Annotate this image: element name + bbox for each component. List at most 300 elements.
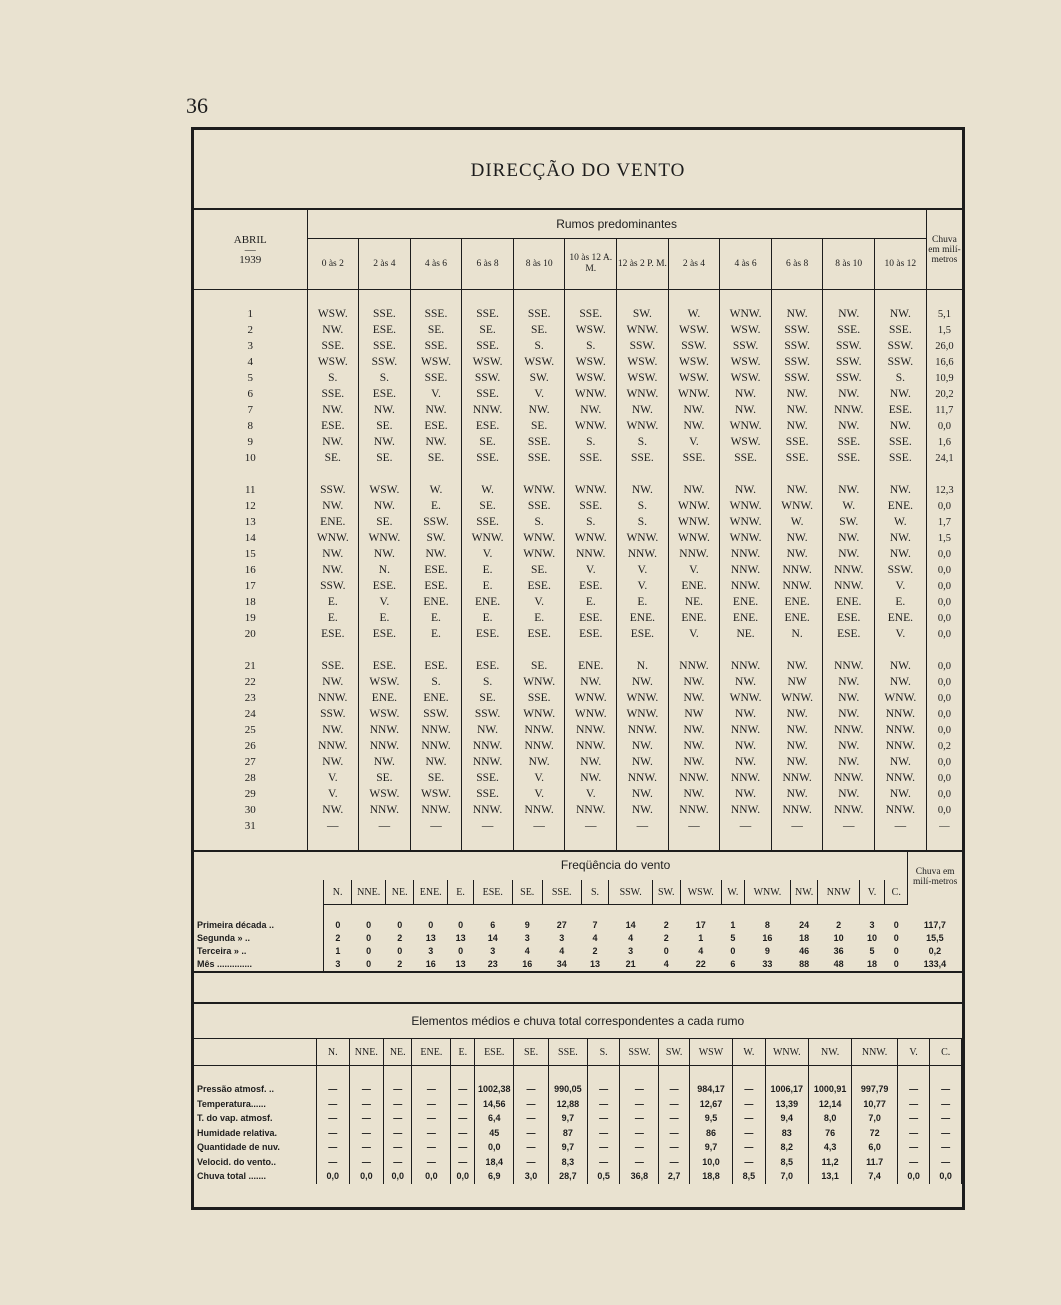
wind-direction-cell: NW. <box>875 482 927 498</box>
wind-direction-cell: WNW. <box>771 498 823 514</box>
wind-direction-cell: SSE. <box>410 370 462 386</box>
wind-direction-cell: NNW. <box>875 802 927 818</box>
spacer <box>307 290 359 307</box>
wind-direction-cell: ESE. <box>462 658 514 674</box>
wind-direction-cell: NNW. <box>720 578 772 594</box>
wind-direction-cell: NNW. <box>720 802 772 818</box>
wind-direction-cell: E. <box>359 610 411 626</box>
wind-direction-cell: NW. <box>668 674 720 690</box>
frequencia-label-header <box>194 880 324 905</box>
wind-direction-cell: NW. <box>771 482 823 498</box>
frequencia-direction-header: W. <box>721 880 744 905</box>
wind-direction-cell: NW. <box>617 674 669 690</box>
wind-direction-cell: NW. <box>307 498 359 514</box>
spacer <box>565 642 617 658</box>
wind-direction-cell: NW. <box>513 754 565 770</box>
day-number: 15 <box>194 546 307 562</box>
day-row <box>194 530 962 546</box>
frequencia-value: 3 <box>524 933 530 943</box>
wind-direction-cell: W. <box>410 482 462 498</box>
wind-direction-cell: NNW. <box>617 722 669 738</box>
wind-direction-cell: V. <box>513 386 565 402</box>
wind-direction-cell: SSE. <box>875 450 927 466</box>
elementos-value: 997,79 <box>852 1082 898 1097</box>
wind-direction-cell: SSE. <box>875 322 927 338</box>
wind-direction-cell: NW. <box>720 674 772 690</box>
elementos-value: — <box>514 1155 549 1170</box>
wind-direction-cell: SSE. <box>513 450 565 466</box>
wind-direction-cell: NW. <box>617 738 669 754</box>
frequencia-value: 17 <box>695 920 706 930</box>
wind-direction-cell: NW. <box>307 434 359 450</box>
wind-direction-cell: WNW. <box>513 706 565 722</box>
spacer <box>565 290 617 307</box>
wind-direction-cell: S. <box>359 370 411 386</box>
wind-direction-cell: V. <box>307 770 359 786</box>
wind-direction-cell: N. <box>359 562 411 578</box>
spacer <box>513 642 565 658</box>
frequencia-value: 16 <box>425 959 436 969</box>
rain-cell: 24,1 <box>935 452 954 464</box>
frequencia-rain: 133,4 <box>923 959 947 969</box>
day-row <box>194 690 962 706</box>
wind-direction-cell: NW. <box>823 690 875 706</box>
rain-cell: 16,6 <box>935 356 954 368</box>
wind-direction-cell: SW. <box>823 514 875 530</box>
day-row <box>194 674 962 690</box>
elementos-value: — <box>412 1140 451 1155</box>
wind-direction-cell: ESE. <box>823 610 875 626</box>
wind-direction-cell: SSW. <box>823 354 875 370</box>
spacer <box>926 834 962 851</box>
frequencia-value: 10 <box>866 933 877 943</box>
frequencia-value: 1 <box>335 946 341 956</box>
rain-cell: 11,7 <box>935 404 954 416</box>
spacer-row <box>194 834 962 851</box>
elementos-value: — <box>930 1082 962 1097</box>
wind-direction-cell: WNW. <box>720 498 772 514</box>
elementos-value: 28,7 <box>548 1169 587 1184</box>
hour-header: 12 às 2 P. M. <box>617 239 669 290</box>
wind-direction-cell: NNW. <box>823 562 875 578</box>
wind-direction-cell: V. <box>410 386 462 402</box>
elementos-value: — <box>620 1097 659 1112</box>
wind-direction-cell: NNW. <box>720 770 772 786</box>
day-number: 22 <box>194 674 307 690</box>
elementos-value: 1002,38 <box>475 1082 514 1097</box>
wind-direction-cell: NW. <box>668 690 720 706</box>
rain-cell: 0,0 <box>937 580 951 592</box>
day-row <box>194 818 962 834</box>
wind-direction-cell: NW. <box>875 530 927 546</box>
wind-direction-cell: WSW. <box>668 354 720 370</box>
spacer <box>617 290 669 307</box>
wind-direction-cell: SSE. <box>823 322 875 338</box>
elementos-value: 11.7 <box>852 1155 898 1170</box>
elementos-value: — <box>451 1082 475 1097</box>
spacer <box>413 905 447 919</box>
frequencia-value: 9 <box>524 920 530 930</box>
wind-direction-cell: NW. <box>875 386 927 402</box>
wind-direction-cell: V. <box>565 786 617 802</box>
spacer <box>410 466 462 482</box>
wind-direction-cell: ENE. <box>771 594 823 610</box>
frequencia-value: 4 <box>628 933 634 943</box>
wind-direction-cell: SSW. <box>410 706 462 722</box>
spacer <box>307 466 359 482</box>
wind-direction-cell: NNW. <box>565 738 617 754</box>
wind-direction-cell: SSW. <box>875 354 927 370</box>
rumos-table <box>194 208 962 852</box>
wind-direction-cell: V. <box>359 594 411 610</box>
spacer <box>475 1066 514 1083</box>
wind-direction-cell: NNW. <box>823 658 875 674</box>
wind-direction-cell: NNW. <box>823 770 875 786</box>
wind-direction-cell: NNW. <box>307 690 359 706</box>
spacer <box>451 1066 475 1083</box>
elementos-body <box>194 1066 962 1184</box>
elementos-value: 9,5 <box>689 1111 732 1126</box>
frequencia-value: 9 <box>764 946 770 956</box>
elementos-value: — <box>451 1155 475 1170</box>
wind-direction-cell: NW. <box>462 722 514 738</box>
elementos-row <box>194 1111 962 1126</box>
frequencia-value: 3 <box>490 946 496 956</box>
spacer <box>514 1066 549 1083</box>
elementos-value: — <box>897 1155 930 1170</box>
wind-direction-cell: SE. <box>513 418 565 434</box>
spacer <box>721 905 744 919</box>
frequencia-value: 13 <box>455 959 466 969</box>
wind-direction-cell: NNW. <box>668 546 720 562</box>
elementos-value: 0,0 <box>316 1169 349 1184</box>
wind-direction-cell: — <box>307 818 359 834</box>
elementos-value: 83 <box>765 1126 808 1141</box>
day-row <box>194 738 962 754</box>
spacer <box>926 642 962 658</box>
spacer <box>744 905 790 919</box>
wind-direction-cell: V. <box>565 562 617 578</box>
rain-cell: 0,0 <box>937 756 951 768</box>
spacer <box>462 642 514 658</box>
wind-direction-cell: NW. <box>720 482 772 498</box>
day-row <box>194 418 962 434</box>
frequencia-row-label: Segunda » .. <box>194 932 324 945</box>
frequencia-value: 0 <box>663 946 669 956</box>
wind-direction-cell: SE. <box>462 434 514 450</box>
wind-direction-cell: SSE. <box>565 498 617 514</box>
wind-direction-cell: NW. <box>307 674 359 690</box>
wind-direction-cell: WSW. <box>410 354 462 370</box>
spacer <box>771 642 823 658</box>
spacer <box>307 642 359 658</box>
wind-direction-cell: NW. <box>617 402 669 418</box>
wind-direction-cell: NNW. <box>771 802 823 818</box>
elementos-value: — <box>316 1082 349 1097</box>
wind-direction-cell: ESE. <box>823 626 875 642</box>
frequencia-value: 0 <box>366 946 372 956</box>
spacer <box>720 834 772 851</box>
elementos-value: — <box>514 1097 549 1112</box>
wind-direction-cell: NW. <box>771 530 823 546</box>
day-number: 28 <box>194 770 307 786</box>
wind-direction-cell: NNW. <box>462 738 514 754</box>
wind-direction-cell: NNW. <box>410 722 462 738</box>
elementos-value: 4,3 <box>808 1140 851 1155</box>
wind-direction-cell: ESE. <box>359 658 411 674</box>
elementos-direction-header: WSW <box>689 1039 732 1066</box>
elementos-value: — <box>384 1126 412 1141</box>
wind-direction-cell: N. <box>771 626 823 642</box>
spacer <box>359 834 411 851</box>
day-number: 21 <box>194 658 307 674</box>
frequencia-value: 4 <box>559 946 565 956</box>
wind-direction-cell: — <box>875 818 927 834</box>
wind-direction-cell: NW. <box>617 786 669 802</box>
wind-direction-cell: SSE. <box>462 770 514 786</box>
frequencia-value: 4 <box>663 959 669 969</box>
elementos-value: 1006,17 <box>765 1082 808 1097</box>
wind-direction-cell: NW. <box>875 418 927 434</box>
elementos-direction-header: SW. <box>659 1039 689 1066</box>
wind-direction-cell: WNW. <box>565 706 617 722</box>
hour-header: 0 às 2 <box>307 239 359 290</box>
elementos-value: — <box>316 1140 349 1155</box>
elementos-direction-header: SSE. <box>548 1039 587 1066</box>
elementos-value: — <box>930 1126 962 1141</box>
frequencia-value: 0 <box>428 920 434 930</box>
elementos-value: 0,0 <box>897 1169 930 1184</box>
wind-direction-cell: S. <box>513 338 565 354</box>
elementos-value: — <box>451 1097 475 1112</box>
spacer <box>349 1066 384 1083</box>
wind-direction-cell: NW. <box>771 418 823 434</box>
wind-direction-cell: ESE. <box>565 626 617 642</box>
elementos-direction-header: ENE. <box>412 1039 451 1066</box>
elementos-value: — <box>384 1097 412 1112</box>
rain-cell: 5,1 <box>937 308 951 320</box>
spacer <box>620 1066 659 1083</box>
wind-direction-cell: NW. <box>823 754 875 770</box>
elementos-value: — <box>897 1097 930 1112</box>
frequencia-direction-header: SE. <box>512 880 542 905</box>
wind-direction-cell: NW. <box>720 754 772 770</box>
wind-direction-cell: NW. <box>875 546 927 562</box>
elementos-value: 13,39 <box>765 1097 808 1112</box>
spacer <box>875 466 927 482</box>
elementos-row-label: Humidade relativa. <box>194 1126 316 1141</box>
day-number: 13 <box>194 514 307 530</box>
frequencia-value: 18 <box>799 933 810 943</box>
frequencia-value: 3 <box>428 946 434 956</box>
day-number: 10 <box>194 450 307 466</box>
day-row <box>194 546 962 562</box>
elementos-value: — <box>587 1082 620 1097</box>
spacer <box>875 834 927 851</box>
frequencia-value: 5 <box>730 933 736 943</box>
frequencia-value: 3 <box>628 946 634 956</box>
wind-direction-cell: WNW. <box>668 530 720 546</box>
day-number: 8 <box>194 418 307 434</box>
elementos-value: — <box>897 1126 930 1141</box>
wind-direction-cell: WNW. <box>617 530 669 546</box>
frequencia-value: 2 <box>592 946 598 956</box>
wind-direction-cell: NW. <box>875 674 927 690</box>
elementos-value: — <box>620 1082 659 1097</box>
wind-direction-cell: WNW. <box>875 690 927 706</box>
spacer <box>410 834 462 851</box>
wind-direction-cell: E. <box>875 594 927 610</box>
wind-direction-cell: WSW. <box>668 370 720 386</box>
frequencia-value: 13 <box>425 933 436 943</box>
wind-direction-cell: S. <box>462 674 514 690</box>
wind-direction-cell: NW. <box>359 402 411 418</box>
day-row <box>194 802 962 818</box>
wind-direction-cell: — <box>462 818 514 834</box>
wind-direction-cell: ESE. <box>410 578 462 594</box>
wind-direction-cell: WNW. <box>720 690 772 706</box>
wind-direction-cell: NW. <box>359 434 411 450</box>
wind-direction-cell: SSE. <box>720 450 772 466</box>
rain-cell: 0,0 <box>937 772 951 784</box>
wind-direction-cell: WSW. <box>565 370 617 386</box>
wind-direction-cell: NW <box>771 674 823 690</box>
elementos-value: — <box>587 1140 620 1155</box>
elementos-value: — <box>412 1155 451 1170</box>
spacer <box>617 466 669 482</box>
spacer-row <box>194 290 962 307</box>
elementos-value: 10,0 <box>689 1155 732 1170</box>
wind-direction-cell: WNW. <box>565 386 617 402</box>
wind-direction-cell: S. <box>307 370 359 386</box>
wind-direction-cell: E. <box>410 626 462 642</box>
elementos-value: — <box>451 1126 475 1141</box>
day-row <box>194 306 962 322</box>
wind-direction-cell: SSE. <box>565 450 617 466</box>
wind-direction-cell: SE. <box>513 562 565 578</box>
frequencia-value: 0 <box>366 959 372 969</box>
spacer <box>859 905 884 919</box>
day-number: 18 <box>194 594 307 610</box>
wind-direction-cell: NW. <box>720 706 772 722</box>
wind-direction-cell: NW. <box>823 546 875 562</box>
day-number: 19 <box>194 610 307 626</box>
elementos-value: 984,17 <box>689 1082 732 1097</box>
elementos-value: — <box>733 1082 766 1097</box>
wind-direction-cell: WNW. <box>617 386 669 402</box>
wind-direction-cell: SE. <box>462 690 514 706</box>
frequencia-value: 4 <box>524 946 530 956</box>
wind-direction-cell: — <box>565 818 617 834</box>
elementos-value: — <box>412 1097 451 1112</box>
wind-direction-cell: ESE. <box>359 386 411 402</box>
wind-direction-cell: E. <box>617 594 669 610</box>
wind-direction-cell: ENE. <box>771 610 823 626</box>
wind-direction-cell: S. <box>875 370 927 386</box>
wind-direction-cell: NW <box>668 706 720 722</box>
elementos-row-label: Chuva total ....... <box>194 1169 316 1184</box>
wind-direction-cell: NW. <box>823 738 875 754</box>
elementos-value: 990,05 <box>548 1082 587 1097</box>
wind-direction-cell: NNW. <box>668 802 720 818</box>
hour-header: 8 às 10 <box>823 239 875 290</box>
rain-cell: 10,9 <box>935 372 954 384</box>
wind-direction-cell: V. <box>513 770 565 786</box>
wind-direction-cell: ENE. <box>823 594 875 610</box>
frequencia-value: 2 <box>397 933 403 943</box>
elementos-value: 8,5 <box>765 1155 808 1170</box>
day-row <box>194 626 962 642</box>
wind-direction-cell: — <box>771 818 823 834</box>
elementos-value: — <box>620 1140 659 1155</box>
wind-direction-cell: SE. <box>513 322 565 338</box>
wind-direction-cell: S. <box>565 514 617 530</box>
hour-header: 2 às 4 <box>359 239 411 290</box>
wind-direction-cell: V. <box>617 562 669 578</box>
hour-header: 8 às 10 <box>513 239 565 290</box>
wind-direction-cell: WNW. <box>565 690 617 706</box>
wind-direction-cell: ENE. <box>875 498 927 514</box>
elementos-value: 8,0 <box>808 1111 851 1126</box>
wind-direction-cell: NW. <box>307 322 359 338</box>
frequencia-value: 18 <box>866 959 877 969</box>
wind-direction-cell: WNW. <box>513 546 565 562</box>
frequencia-value: 1 <box>698 933 704 943</box>
wind-direction-cell: NE. <box>720 626 772 642</box>
wind-direction-cell: WNW. <box>668 514 720 530</box>
elementos-direction-header: E. <box>451 1039 475 1066</box>
wind-direction-cell: SSW. <box>307 482 359 498</box>
wind-direction-cell: SSW. <box>410 514 462 530</box>
wind-direction-cell: NW. <box>307 562 359 578</box>
elementos-row <box>194 1140 962 1155</box>
spacer <box>542 905 581 919</box>
spacer <box>565 466 617 482</box>
elementos-value: 8,2 <box>765 1140 808 1155</box>
elementos-value: 6,9 <box>475 1169 514 1184</box>
frequencia-value: 0 <box>397 946 403 956</box>
frequencia-value: 13 <box>455 933 466 943</box>
day-number: 14 <box>194 530 307 546</box>
wind-direction-cell: NW. <box>410 754 462 770</box>
day-row <box>194 562 962 578</box>
spacer <box>823 834 875 851</box>
elementos-value: — <box>659 1097 689 1112</box>
wind-direction-cell: SSW. <box>823 338 875 354</box>
spacer <box>410 642 462 658</box>
rain-cell: 1,7 <box>937 516 951 528</box>
wind-direction-cell: NNW. <box>771 578 823 594</box>
elementos-direction-header: ESE. <box>475 1039 514 1066</box>
wind-direction-cell: NW. <box>617 482 669 498</box>
wind-direction-cell: S. <box>513 514 565 530</box>
rain-cell: 1,5 <box>937 324 951 336</box>
wind-direction-cell: ESE. <box>462 626 514 642</box>
frequencia-value: 0 <box>893 959 899 969</box>
wind-direction-cell: NW. <box>771 402 823 418</box>
wind-direction-cell: NW. <box>565 674 617 690</box>
wind-direction-cell: SSW. <box>307 578 359 594</box>
spacer <box>720 290 772 307</box>
wind-direction-cell: SSE. <box>513 690 565 706</box>
wind-direction-cell: SSW. <box>771 322 823 338</box>
spacer <box>386 905 414 919</box>
elementos-direction-header: SSW. <box>620 1039 659 1066</box>
wind-direction-cell: WSW. <box>565 354 617 370</box>
elementos-value: 8,3 <box>548 1155 587 1170</box>
hour-header: 10 às 12 A. M. <box>565 239 617 290</box>
elementos-value: 36,8 <box>620 1169 659 1184</box>
